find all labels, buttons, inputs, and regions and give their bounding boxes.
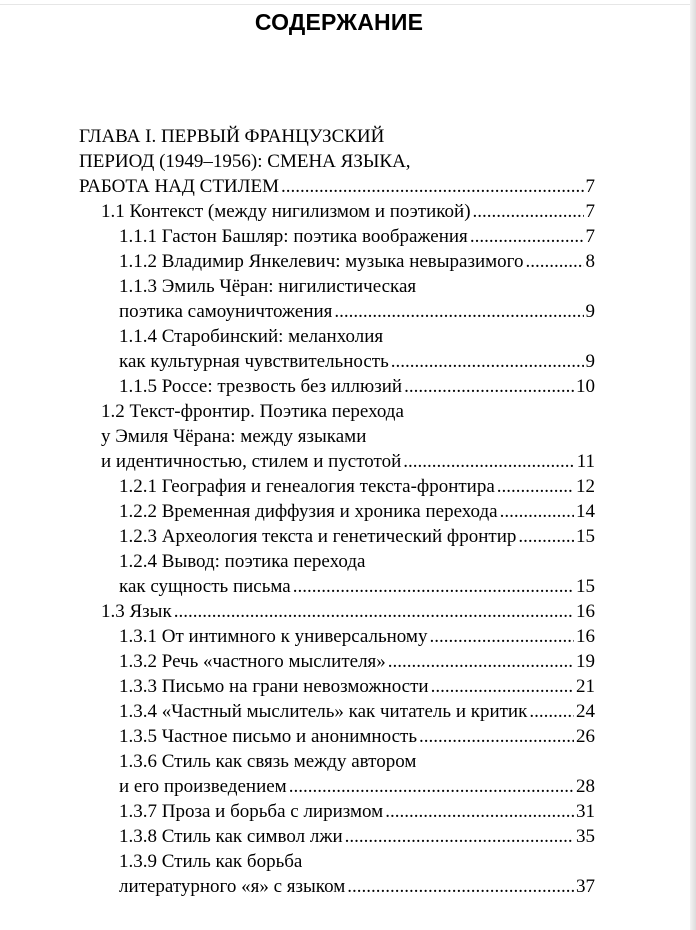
toc-entry-text: 1.2.3 Археология текста и генетический фронтир bbox=[119, 526, 517, 547]
table-of-contents bbox=[79, 124, 595, 899]
dot-leader bbox=[391, 349, 584, 374]
toc-entry-last-line bbox=[79, 774, 595, 799]
toc-entry[interactable] bbox=[79, 799, 595, 824]
toc-entry-last-line bbox=[79, 349, 595, 374]
toc-entry[interactable] bbox=[79, 824, 595, 849]
toc-entry-last-line bbox=[79, 574, 595, 599]
page-number: 16 bbox=[576, 601, 595, 622]
page-title: СОДЕРЖАНИЕ bbox=[254, 9, 424, 35]
toc-entry-last-line bbox=[79, 449, 595, 474]
toc-entry-text: 1.2.2 Временная диффузия и хроника перехода bbox=[119, 501, 498, 522]
toc-entry[interactable] bbox=[79, 324, 595, 374]
toc-entry-line bbox=[79, 749, 595, 774]
toc-entry[interactable] bbox=[79, 649, 595, 674]
toc-entry[interactable] bbox=[79, 549, 595, 599]
toc-entry-text: как сущность письма bbox=[119, 576, 291, 597]
page-number: 9 bbox=[585, 301, 595, 322]
page-number: 35 bbox=[576, 826, 595, 847]
toc-entry[interactable] bbox=[79, 674, 595, 699]
toc-entry-text: поэтика самоуничтожения bbox=[119, 301, 333, 322]
toc-entry-line bbox=[79, 424, 595, 449]
page-number: 8 bbox=[585, 251, 595, 272]
dot-leader bbox=[470, 224, 584, 249]
toc-entry-text: ПЕРИОД (1949–1956): СМЕНА ЯЗЫКА, bbox=[79, 151, 411, 172]
toc-entry-text: 1.3.7 Проза и борьба с лиризмом bbox=[119, 801, 384, 822]
toc-entry[interactable] bbox=[79, 274, 595, 324]
toc-entry-last-line bbox=[79, 649, 595, 674]
toc-entry[interactable] bbox=[79, 124, 595, 199]
toc-entry[interactable] bbox=[79, 724, 595, 749]
toc-entry-line bbox=[79, 849, 595, 874]
page-number: 12 bbox=[576, 476, 595, 497]
toc-entry[interactable] bbox=[79, 199, 595, 224]
dot-leader bbox=[497, 474, 574, 499]
toc-entry-last-line bbox=[79, 499, 595, 524]
toc-entry-text: 1.1 Контекст (между нигилизмом и поэтикой) bbox=[101, 201, 471, 222]
toc-entry-last-line bbox=[79, 199, 595, 224]
page-number: 7 bbox=[585, 176, 595, 197]
toc-entry-last-line bbox=[79, 874, 595, 899]
toc-entry[interactable] bbox=[79, 474, 595, 499]
toc-entry[interactable] bbox=[79, 399, 595, 474]
dot-leader bbox=[404, 374, 574, 399]
toc-entry-text: 1.3.3 Письмо на грани невозможности bbox=[119, 676, 429, 697]
dot-leader bbox=[345, 824, 574, 849]
toc-entry-last-line bbox=[79, 249, 595, 274]
dot-leader bbox=[431, 674, 574, 699]
toc-entry-text: 1.1.1 Гастон Башляр: поэтика воображения bbox=[119, 226, 468, 247]
page-number: 14 bbox=[576, 501, 595, 522]
dot-leader bbox=[385, 799, 574, 824]
page-number: 9 bbox=[585, 351, 595, 372]
toc-entry-text: 1.3.8 Стиль как символ лжи bbox=[119, 826, 343, 847]
page-right-edge bbox=[690, 0, 696, 930]
toc-entry-last-line bbox=[79, 524, 595, 549]
toc-entry-line bbox=[79, 399, 595, 424]
dot-leader bbox=[500, 499, 574, 524]
toc-entry-line bbox=[79, 124, 595, 149]
page-number: 26 bbox=[576, 726, 595, 747]
toc-entry[interactable] bbox=[79, 699, 595, 724]
toc-entry-last-line bbox=[79, 299, 595, 324]
dot-leader bbox=[473, 199, 584, 224]
toc-entry-text: 1.2 Текст-фронтир. Поэтика перехода bbox=[101, 401, 404, 422]
page-number: 7 bbox=[585, 226, 595, 247]
page-top-edge bbox=[0, 4, 696, 5]
toc-entry-last-line bbox=[79, 224, 595, 249]
toc-entry-line bbox=[79, 324, 595, 349]
dot-leader bbox=[419, 724, 574, 749]
toc-entry-last-line bbox=[79, 374, 595, 399]
toc-entry-text: ГЛАВА I. ПЕРВЫЙ ФРАНЦУЗСКИЙ bbox=[79, 126, 385, 147]
dot-leader bbox=[281, 174, 583, 199]
toc-entry[interactable] bbox=[79, 849, 595, 899]
page-number: 24 bbox=[576, 701, 595, 722]
page-number: 11 bbox=[576, 451, 595, 472]
toc-entry-text: 1.1.4 Старобинский: меланхолия bbox=[119, 326, 384, 347]
toc-entry-last-line bbox=[79, 699, 595, 724]
toc-entry-last-line bbox=[79, 824, 595, 849]
toc-entry-text: 1.1.3 Эмиль Чёран: нигилистическая bbox=[119, 276, 417, 297]
toc-entry[interactable] bbox=[79, 749, 595, 799]
dot-leader bbox=[526, 249, 584, 274]
dot-leader bbox=[293, 574, 574, 599]
toc-entry-text: 1.3.4 «Частный мыслитель» как читатель и критик bbox=[119, 701, 528, 722]
page-number: 21 bbox=[576, 676, 595, 697]
toc-entry-text: у Эмиля Чёрана: между языками bbox=[101, 426, 367, 447]
toc-entry-text: 1.1.2 Владимир Янкелевич: музыка невыразимого bbox=[119, 251, 524, 272]
toc-entry-line bbox=[79, 274, 595, 299]
toc-entry-last-line bbox=[79, 624, 595, 649]
dot-leader bbox=[388, 649, 574, 674]
toc-entry-last-line bbox=[79, 799, 595, 824]
toc-entry-text: и идентичностью, стилем и пустотой bbox=[101, 451, 402, 472]
page-number: 28 bbox=[576, 776, 595, 797]
toc-entry-text: РАБОТА НАД СТИЛЕМ bbox=[79, 176, 280, 197]
page-number: 16 bbox=[576, 626, 595, 647]
dot-leader bbox=[347, 874, 574, 899]
page-number: 7 bbox=[585, 201, 595, 222]
page-number: 10 bbox=[576, 376, 595, 397]
toc-entry-text: 1.3.5 Частное письмо и анонимность bbox=[119, 726, 417, 747]
toc-entry[interactable] bbox=[79, 499, 595, 524]
toc-entry-last-line bbox=[79, 599, 595, 624]
toc-entry-text: 1.2.4 Вывод: поэтика перехода bbox=[119, 551, 366, 572]
toc-entry-text: 1.3.2 Речь «частного мыслителя» bbox=[119, 651, 386, 672]
toc-entry-line bbox=[79, 549, 595, 574]
dot-leader bbox=[403, 449, 574, 474]
dot-leader bbox=[529, 699, 574, 724]
toc-entry-text: литературного «я» с языком bbox=[119, 876, 346, 897]
toc-entry-line bbox=[79, 149, 595, 174]
toc-entry[interactable] bbox=[79, 524, 595, 549]
toc-entry-text: 1.3.6 Стиль как связь между автором bbox=[119, 751, 417, 772]
dot-leader bbox=[334, 299, 583, 324]
toc-entry-last-line bbox=[79, 174, 595, 199]
dot-leader bbox=[518, 524, 574, 549]
toc-entry-text: 1.3.9 Стиль как борьба bbox=[119, 851, 303, 872]
toc-entry[interactable] bbox=[79, 249, 595, 274]
page-number: 15 bbox=[576, 576, 595, 597]
toc-entry-text: 1.2.1 География и генеалогия текста-фронтира bbox=[119, 476, 495, 497]
toc-entry-text: 1.3 Язык bbox=[101, 601, 172, 622]
toc-entry-last-line bbox=[79, 724, 595, 749]
toc-entry[interactable] bbox=[79, 624, 595, 649]
toc-entry-last-line bbox=[79, 674, 595, 699]
dot-leader bbox=[289, 774, 574, 799]
page-number: 31 bbox=[576, 801, 595, 822]
dot-leader bbox=[429, 624, 574, 649]
toc-entry[interactable] bbox=[79, 599, 595, 624]
toc-entry-text: как культурная чувствительность bbox=[119, 351, 389, 372]
page-number: 15 bbox=[576, 526, 595, 547]
dot-leader bbox=[174, 599, 574, 624]
page-number: 19 bbox=[576, 651, 595, 672]
toc-entry-last-line bbox=[79, 474, 595, 499]
toc-entry[interactable] bbox=[79, 374, 595, 399]
toc-entry[interactable] bbox=[79, 224, 595, 249]
toc-entry-text: 1.1.5 Россе: трезвость без иллюзий bbox=[119, 376, 403, 397]
toc-entry-text: и его произведением bbox=[119, 776, 287, 797]
page-number: 37 bbox=[576, 876, 595, 897]
toc-entry-text: 1.3.1 От интимного к универсальному bbox=[119, 626, 428, 647]
